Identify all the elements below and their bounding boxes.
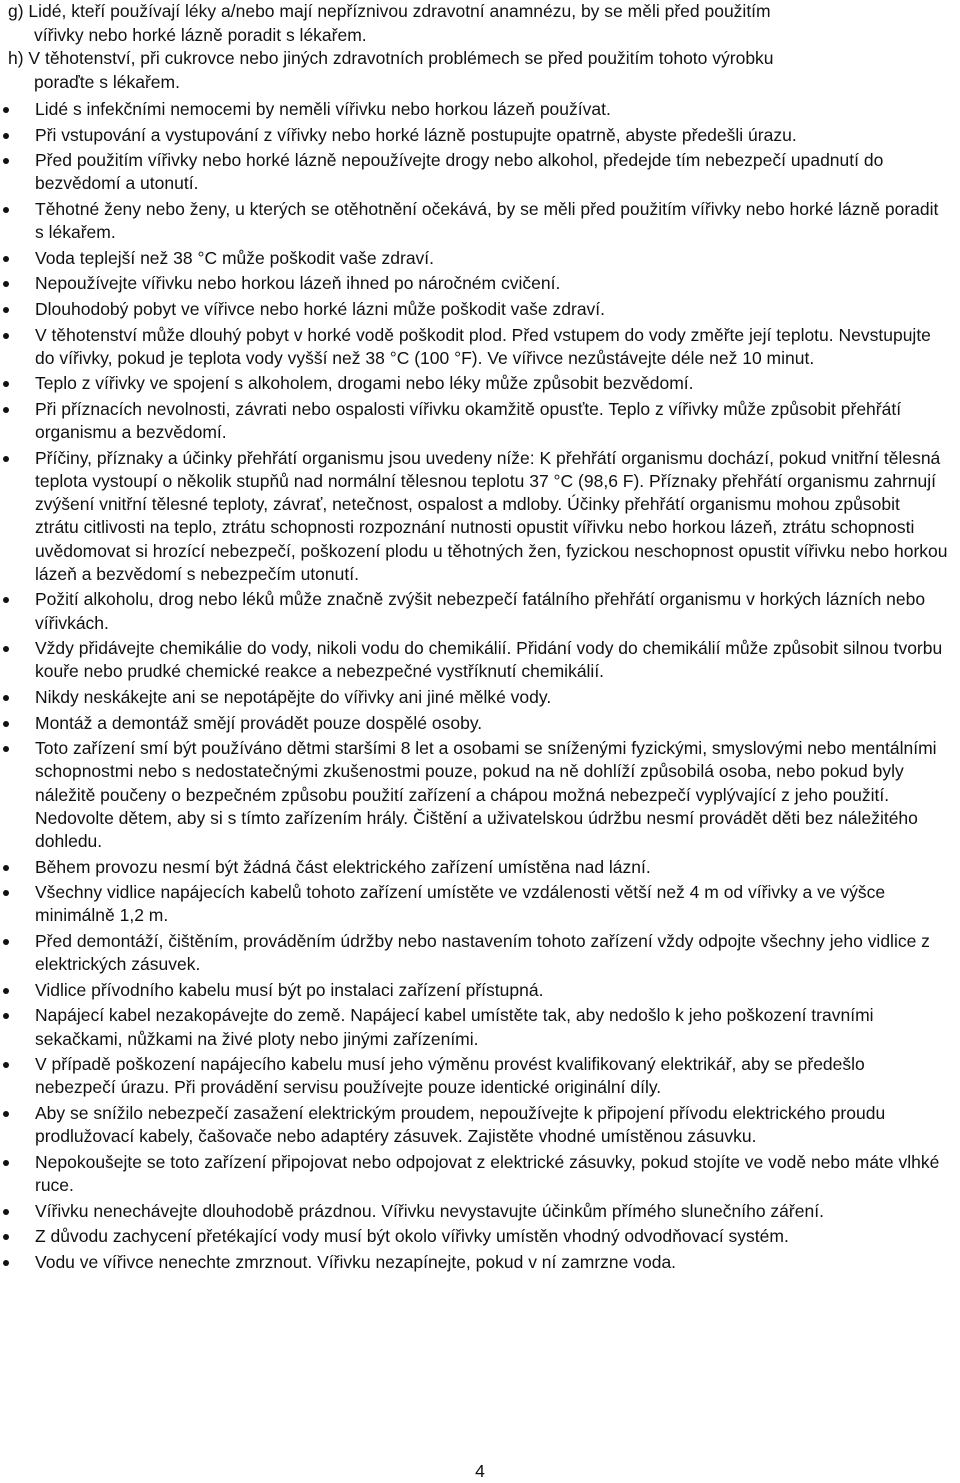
- bullet-icon: [3, 307, 9, 313]
- intro-line: poraďte s lékařem.: [34, 71, 180, 92]
- list-item-text: Nepoužívejte vířivku nebo horkou lázeň ihned po náročném cvičení.: [35, 273, 561, 294]
- intro-line: h) V těhotenství, při cukrovce nebo jiných zdravotních problémech se před použitím tohoto výrobku: [8, 48, 774, 68]
- list-item-text: Při příznacích nevolnosti, závrati nebo ospalosti vířivku okamžitě opusťte. Teplo z vířivky může způsobit přehřátí organismu a bezvědomí.: [35, 398, 902, 443]
- page-number: 4: [475, 1461, 485, 1481]
- list-item-text: Příčiny, příznaky a účinky přehřátí organismu jsou uvedeny níže: K přehřátí organismu dochází, pokud vnitřní tělesná teplota vystoupí o několik stupňů nad normální tělesnou teplotu 37 °C (98,6 F). Příznaky přehřátí organismu zahrnují zvýšení vnitřní tělesné teploty, závrať, netečnost, ospalost a mdloby. Účinky přehřátí organismu mohou způsobit ztrátu citlivosti na teplo, ztrátu schopnosti rozpoznání nutnosti opustit vířivku nebo horkou lázeň, ztrátu schopnosti uvědomovat si hrozící nebezpečí, poškození plodu u těhotných žen, fyzickou neschopnost opustit vířivku nebo horkou lázeň a bezvědomí s nebezpečím utonutí.: [35, 447, 948, 584]
- list-item-text: Lidé s infekčními nemocemi by neměli vířivku nebo horkou lázeň používat.: [35, 99, 611, 119]
- list-item: [0, 272, 948, 295]
- intro-line: vířivky nebo horké lázně poradit s lékařem.: [34, 24, 367, 45]
- list-item-text: Před demontáží, čištěním, prováděním údržby nebo nastavením tohoto zařízení vždy odpojte všechny jeho vidlice z elektrických zásuvek.: [35, 930, 930, 975]
- list-item-text: Napájecí kabel nezakopávejte do země. Napájecí kabel umístěte tak, aby nedošlo k jeho poškození travními sekačkami, nůžkami na živé ploty nebo jinými zařízeními.: [35, 1005, 874, 1049]
- list-item-text: Aby se snížilo nebezpečí zasažení elektrickým proudem, nepoužívejte k připojení přívodu elektrického proudu prodlužovací kabely, čašovače nebo adaptéry zásuvek. Zajistěte vhodné umístěnou zásuvku.: [35, 1102, 886, 1147]
- bullet-icon: [3, 456, 9, 462]
- list-item-text: Toto zařízení smí být používáno dětmi staršími 8 let a osobami se sníženými fyzickými, smyslovými nebo mentálními schopnostmi nebo s nedostatečnými zkušenostmi pouze, pokud na ně dohlíží způsobilá osoba, nebo pokud byly náležitě poučeny o bezpečném způsobu použití zařízení a chápou možná nebezpečí vyplývající z jeho použití. Nedovolte dětem, aby si s tímto zařízením hrály. Čištění a uživatelskou údržbu nesmí provádět děti bez náležitého dohledu.: [35, 738, 937, 851]
- bullet-icon: [3, 695, 9, 701]
- list-item-text: Před použitím vířivky nebo horké lázně nepoužívejte drogy nebo alkohol, předejde tím nebezpečí upadnutí do bezvědomí a utonutí.: [35, 150, 884, 194]
- list-item-text: V těhotenství může dlouhý pobyt v horké vodě poškodit plod. Před vstupem do vody změřte její teplotu. Nevstupujte do vířivky, pokud je teplota vody vyšší než 38 °C (100 °F). Ve vířivce nezůstávejte déle než 10 minut.: [35, 324, 931, 368]
- bullet-icon: [3, 1013, 9, 1019]
- list-item: [0, 588, 948, 634]
- list-item: [0, 398, 948, 444]
- intro-paragraphs: [8, 0, 956, 94]
- bullet-icon: [3, 1062, 9, 1068]
- list-item: [0, 1102, 948, 1148]
- bullet-icon: [3, 256, 9, 262]
- list-item-text: Při vstupování a vystupování z vířivky nebo horké lázně postupujte opatrně, abyste předešli úrazu.: [35, 124, 797, 145]
- bullet-icon: [3, 158, 9, 164]
- bullet-icon: [3, 133, 9, 139]
- bullet-icon: [3, 407, 9, 413]
- list-item: [0, 324, 948, 370]
- intro-line: g) Lidé, kteří používají léky a/nebo mají nepříznivou zdravotní anamnézu, by se měli před použitím: [8, 1, 771, 21]
- list-item: [0, 198, 948, 244]
- list-item-text: Nepokoušejte se toto zařízení připojovat nebo odpojovat z elektrické zásuvky, pokud stojíte ve vodě nebo máte vlhké ruce.: [35, 1151, 940, 1195]
- list-item-text: Nikdy neskákejte ani se nepotápějte do vířivky ani jiné mělké vody.: [35, 686, 552, 707]
- bullet-icon: [3, 646, 9, 652]
- list-item-text: Z důvodu zachycení přetékající vody musí být okolo vířivky umístěn vhodný odvodňovací systém.: [35, 1226, 789, 1247]
- list-item-text: Všechny vidlice napájecích kabelů tohoto zařízení umístěte ve vzdálenosti větší než 4 m od vířivky a ve výšce minimálně 1,2 m.: [35, 882, 886, 926]
- bullet-icon: [3, 988, 9, 994]
- list-item: [0, 1251, 948, 1274]
- bullet-icon: [3, 1234, 9, 1240]
- bullet-icon: [3, 597, 9, 603]
- list-item-text: Teplo z vířivky ve spojení s alkoholem, drogami nebo léky může způsobit bezvědomí.: [35, 373, 694, 394]
- list-item: [0, 979, 948, 1002]
- bullet-icon: [3, 1160, 9, 1166]
- list-item-text: Těhotné ženy nebo ženy, u kterých se otěhotnění očekává, by se měli před použitím vířivky nebo horké lázně poradit s lékařem.: [35, 198, 939, 243]
- list-item: [0, 1004, 948, 1050]
- list-item-text: Dlouhodobý pobyt ve vířivce nebo horké lázni může poškodit vaše zdraví.: [35, 298, 606, 319]
- bullet-icon: [3, 890, 9, 896]
- bullet-icon: [3, 381, 9, 387]
- list-item: [0, 737, 948, 853]
- list-item-text: Vidlice přívodního kabelu musí být po instalaci zařízení přístupná.: [35, 979, 544, 1000]
- bullet-icon: [3, 939, 9, 945]
- list-item: [0, 712, 948, 735]
- bullet-icon: [3, 865, 9, 871]
- bullet-icon: [3, 721, 9, 727]
- bullet-icon: [3, 107, 9, 113]
- list-item: [0, 1151, 948, 1197]
- bullet-icon: [3, 1111, 9, 1117]
- list-item: [0, 247, 948, 270]
- bullet-icon: [3, 281, 9, 287]
- list-item: [0, 686, 948, 709]
- list-item: [0, 1200, 948, 1223]
- list-item: [0, 447, 948, 586]
- bullet-icon: [3, 207, 9, 213]
- list-item: [0, 1225, 948, 1248]
- list-item: [0, 149, 948, 195]
- list-item: [0, 637, 948, 683]
- bullet-icon: [3, 1209, 9, 1215]
- list-item-text: Během provozu nesmí být žádná část elektrického zařízení umístěna nad lázní.: [35, 856, 651, 877]
- list-item: [0, 1053, 948, 1099]
- list-item: [0, 98, 948, 121]
- bullet-icon: [3, 746, 9, 752]
- list-item: [0, 298, 948, 321]
- list-item: [0, 124, 948, 147]
- list-item-text: V případě poškození napájecího kabelu musí jeho výměnu provést kvalifikovaný elektrikář, aby se předešlo nebezpečí úrazu. Při provádění servisu používejte pouze identické originální díly.: [35, 1054, 865, 1098]
- list-item-text: Vždy přidávejte chemikálie do vody, nikoli vodu do chemikálií. Přidání vody do chemikálií může způsobit silnou tvorbu kouře nebo prudké chemické reakce a nebezpečné vystříknutí chemikálií.: [35, 638, 943, 682]
- bullet-icon: [3, 333, 9, 339]
- list-item: [0, 930, 948, 976]
- list-item-text: Montáž a demontáž smějí provádět pouze dospělé osoby.: [35, 712, 483, 733]
- list-item: [0, 372, 948, 395]
- list-item-text: Vířivku nenechávejte dlouhodobě prázdnou. Vířivku nevystavujte účinkům přímého slunečního záření.: [35, 1200, 824, 1221]
- list-item: [0, 881, 948, 927]
- list-item: [0, 856, 948, 879]
- list-item-text: Voda teplejší než 38 °C může poškodit vaše zdraví.: [35, 247, 435, 268]
- safety-bullet-list: [0, 98, 948, 1276]
- list-item-text: Požití alkoholu, drog nebo léků může značně zvýšit nebezpečí fatálního přehřátí organismu v horkých lázních nebo vířivkách.: [35, 589, 926, 633]
- list-item-text: Vodu ve vířivce nenechte zmrznout. Vířivku nezapínejte, pokud v ní zamrzne voda.: [35, 1251, 677, 1272]
- bullet-icon: [3, 1260, 9, 1266]
